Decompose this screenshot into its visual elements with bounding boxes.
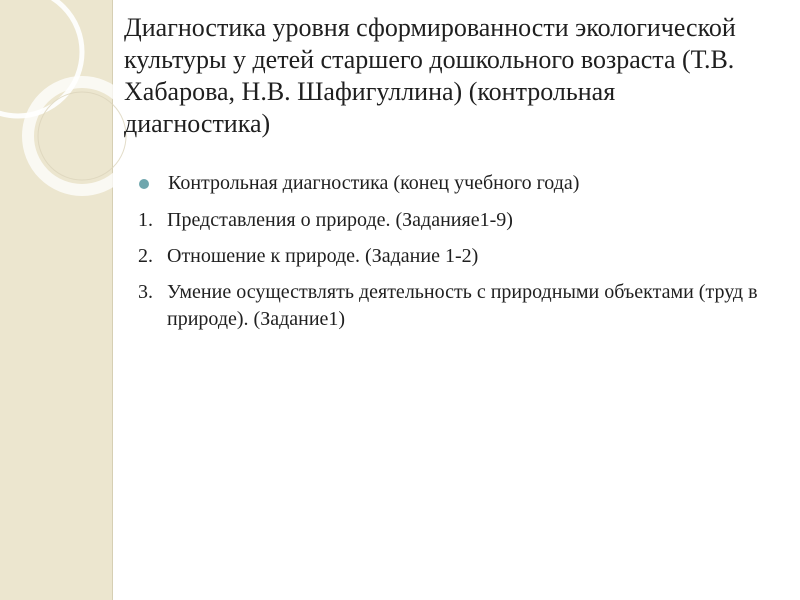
item-number: 2. [138,245,153,267]
item-text: Умение осуществлять деятельность с природными объектами (труд в природе). (Задание1) [167,281,758,330]
numbered-item-1 [138,207,778,234]
ring-small-inner [38,92,126,180]
item-number: 1. [138,209,153,231]
slide-title: Диагностика уровня сформированности экологической культуры у детей старшего дошкольного возраста (Т.В. Хабарова, Н.В. Шафигуллина) (контрольная диагностика) [124,13,736,138]
bullet-item [138,170,778,197]
item-number: 3. [138,281,153,303]
ring-small [28,82,136,190]
slide-content [138,170,778,342]
numbered-item-2 [138,243,778,270]
numbered-item-3 [138,279,778,333]
item-text: Отношение к природе. (Задание 1-2) [167,245,479,267]
bullet-text: Контрольная диагностика (конец учебного года) [168,172,580,194]
bullet-dot-icon [139,179,149,189]
item-text: Представления о природе. (Заданияе1-9) [167,209,513,231]
